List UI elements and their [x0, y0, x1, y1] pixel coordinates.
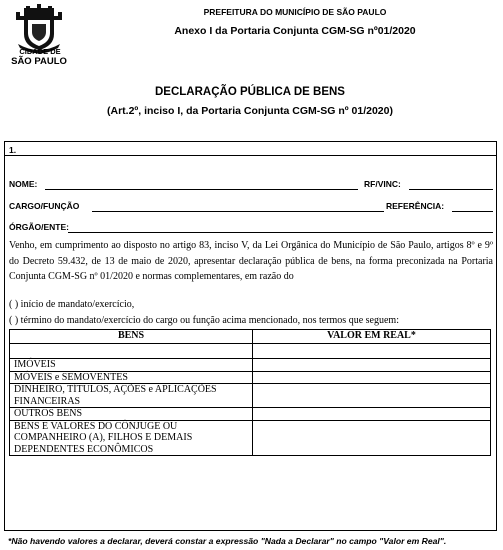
- bens-table: [9, 329, 491, 456]
- rf-field[interactable]: [409, 189, 493, 190]
- bem-value[interactable]: [253, 408, 491, 421]
- nome-label: NOME:: [9, 179, 38, 189]
- table-row: [10, 384, 491, 408]
- orgao-field[interactable]: [68, 232, 493, 233]
- bem-name: MÓVEIS e SEMOVENTES: [10, 371, 253, 384]
- referencia-label: REFERÊNCIA:: [386, 201, 445, 211]
- bem-value[interactable]: [253, 359, 491, 372]
- bem-value[interactable]: [253, 384, 491, 408]
- option-termino[interactable]: ( ) término do mandato/exercício do cargo ou função acima mencionado, nos termos que seguem:: [9, 315, 399, 326]
- orgao-label: ÓRGÃO/ENTE:: [9, 222, 69, 232]
- rf-label: RF/VINC:: [364, 179, 401, 189]
- table-row: [10, 420, 491, 456]
- cargo-label: CARGO/FUNÇÃO: [9, 201, 80, 211]
- logo-text-line1: CIDADE DE: [19, 47, 61, 56]
- table-row: [10, 344, 491, 359]
- prefeitura-heading: PREFEITURA DO MUNICÍPIO DE SÃO PAULO: [203, 7, 387, 17]
- table-row: [10, 371, 491, 384]
- nome-field[interactable]: [45, 189, 358, 190]
- column-header-bens: BENS: [10, 330, 253, 344]
- logo-text-line2: SÃO PAULO: [11, 56, 67, 67]
- table-header-row: [10, 330, 491, 344]
- option-inicio[interactable]: ( ) início de mandato/exercício,: [9, 299, 135, 310]
- bem-value[interactable]: [253, 371, 491, 384]
- section-number-row: [4, 141, 497, 156]
- anexo-heading: Anexo I da Portaria Conjunta CGM-SG nº01/2020: [174, 25, 416, 37]
- bem-name: DINHEIRO, TÍTULOS, AÇÕES e APLICAÇÕES FINANCEIRAS: [10, 384, 253, 408]
- bem-name: OUTROS BENS: [10, 408, 253, 421]
- referencia-field[interactable]: [452, 211, 493, 212]
- bem-name: BENS E VALORES DO CÔNJUGE OU COMPANHEIRO (A), FILHOS E DEMAIS DEPENDENTES ECONÔMICOS: [10, 420, 253, 456]
- page-subtitle: (Art.2º, inciso I, da Portaria Conjunta CGM-SG nº 01/2020): [107, 105, 393, 117]
- page-title: DECLARAÇÃO PÚBLICA DE BENS: [155, 86, 345, 98]
- footnote: *Não havendo valores a declarar, deverá constar a expressão "Nada a Declarar" no campo "Valor em Real".: [8, 536, 447, 546]
- section-number: 1.: [9, 145, 17, 155]
- city-logo: [8, 4, 70, 70]
- column-header-valor: VALOR EM REAL*: [253, 330, 491, 344]
- bem-value[interactable]: [253, 420, 491, 456]
- cargo-field[interactable]: [92, 211, 384, 212]
- bem-name: IMÓVEIS: [10, 359, 253, 372]
- declaration-paragraph: Venho, em cumprimento ao disposto no artigo 83, inciso V, da Lei Orgânica do Município de São Paulo, artigos 8º e 9º do Decreto 59.432, de 13 de maio de 2020, apresentar declaração pública de bens, na forma preconizada na Portaria Conjunta CGM-SG nº 01/2020 e normas complementares, em razão do: [9, 240, 493, 282]
- table-row: [10, 359, 491, 372]
- table-row: [10, 408, 491, 421]
